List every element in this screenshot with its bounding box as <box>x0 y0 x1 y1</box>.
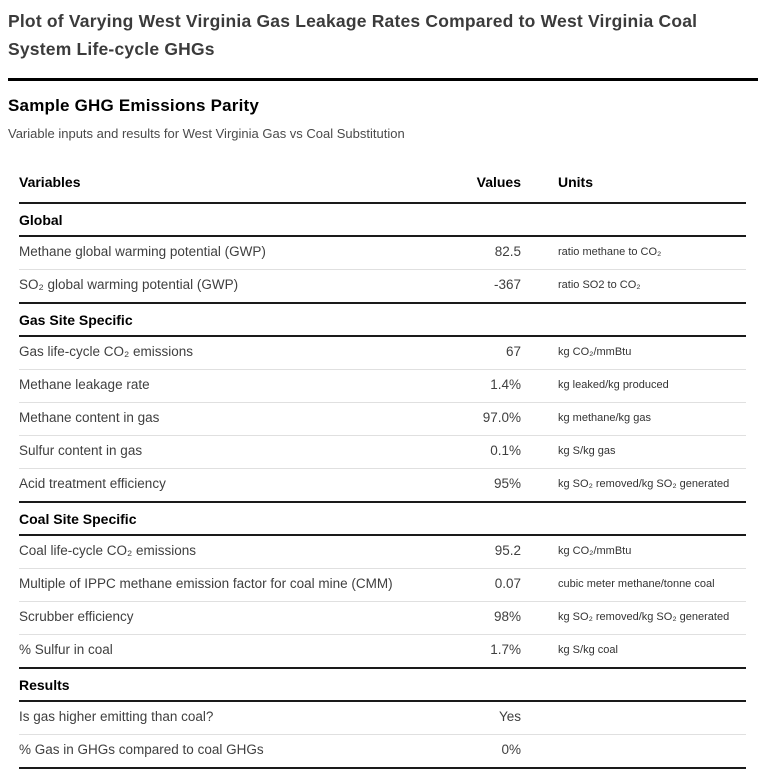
value-cell: -367 <box>493 277 521 293</box>
value-cell: 1.4% <box>490 377 521 393</box>
variable-cell: Methane leakage rate <box>19 377 150 393</box>
unit-cell: kg SO₂ removed/kg SO₂ generated <box>558 610 730 623</box>
unit-cell: kg leaked/kg produced <box>558 378 669 391</box>
value-cell: 0.07 <box>494 576 521 592</box>
value-cell: 0% <box>501 742 521 758</box>
unit-cell: cubic meter methane/tonne coal <box>558 577 715 590</box>
variable-cell: Coal life-cycle CO₂ emissions <box>19 543 197 559</box>
value-cell: Yes <box>498 709 521 725</box>
variable-cell: Methane global warming potential (GWP) <box>19 244 266 260</box>
variables-table <box>19 174 746 769</box>
table-body <box>19 204 746 769</box>
card-subtitle: Variable inputs and results for West Virginia Gas vs Coal Substitution <box>8 126 405 141</box>
unit-cell: kg CO₂/mmBtu <box>558 544 632 557</box>
value-cell: 95% <box>493 476 521 492</box>
table-row <box>19 370 746 403</box>
page-title: Plot of Varying West Virginia Gas Leakage Rates Compared to West Virginia Coal System Life-cycle GHGs <box>8 11 698 59</box>
table-row <box>19 469 746 503</box>
variable-cell: Multiple of IPPC methane emission factor for coal mine (CMM) <box>19 576 393 592</box>
column-header-values: Values <box>476 174 521 190</box>
unit-cell: kg S/kg coal <box>558 643 618 656</box>
variable-cell: SO₂ global warming potential (GWP) <box>19 277 239 293</box>
variable-cell: Sulfur content in gas <box>19 443 143 459</box>
variable-cell: Gas life-cycle CO₂ emissions <box>19 344 194 360</box>
value-cell: 67 <box>505 344 521 360</box>
table-row <box>19 436 746 469</box>
table-header-row <box>19 174 746 204</box>
unit-cell: kg S/kg gas <box>558 444 616 457</box>
unit-cell: kg SO₂ removed/kg SO₂ generated <box>558 477 730 490</box>
variable-cell: % Sulfur in coal <box>19 642 113 658</box>
section-header: Global <box>19 204 746 237</box>
table-row <box>19 403 746 436</box>
table-row <box>19 702 746 735</box>
column-header-units: Units <box>558 174 593 190</box>
unit-cell: kg methane/kg gas <box>558 411 651 424</box>
value-cell: 0.1% <box>490 443 521 459</box>
top-divider <box>8 78 758 81</box>
table-row <box>19 735 746 769</box>
value-cell: 82.5 <box>494 244 521 260</box>
section-header: Coal Site Specific <box>19 503 746 536</box>
value-cell: 98% <box>493 609 521 625</box>
section-header: Results <box>19 669 746 702</box>
column-header-variables: Variables <box>19 174 81 190</box>
variable-cell: Methane content in gas <box>19 410 160 426</box>
unit-cell: ratio methane to CO₂ <box>558 245 662 258</box>
unit-cell: ratio SO2 to CO₂ <box>558 278 641 291</box>
variable-cell: Is gas higher emitting than coal? <box>19 709 214 725</box>
card-title: Sample GHG Emissions Parity <box>8 96 260 115</box>
variable-cell: Scrubber efficiency <box>19 609 134 625</box>
table-row <box>19 536 746 569</box>
variable-cell: % Gas in GHGs compared to coal GHGs <box>19 742 264 758</box>
table-row <box>19 635 746 669</box>
table-row <box>19 569 746 602</box>
section-header: Gas Site Specific <box>19 304 746 337</box>
table-row <box>19 270 746 304</box>
value-cell: 1.7% <box>490 642 521 658</box>
unit-cell: kg CO₂/mmBtu <box>558 345 632 358</box>
variable-cell: Acid treatment efficiency <box>19 476 166 492</box>
table-row <box>19 237 746 270</box>
table-row <box>19 602 746 635</box>
table-row <box>19 337 746 370</box>
value-cell: 95.2 <box>494 543 521 559</box>
value-cell: 97.0% <box>482 410 521 426</box>
